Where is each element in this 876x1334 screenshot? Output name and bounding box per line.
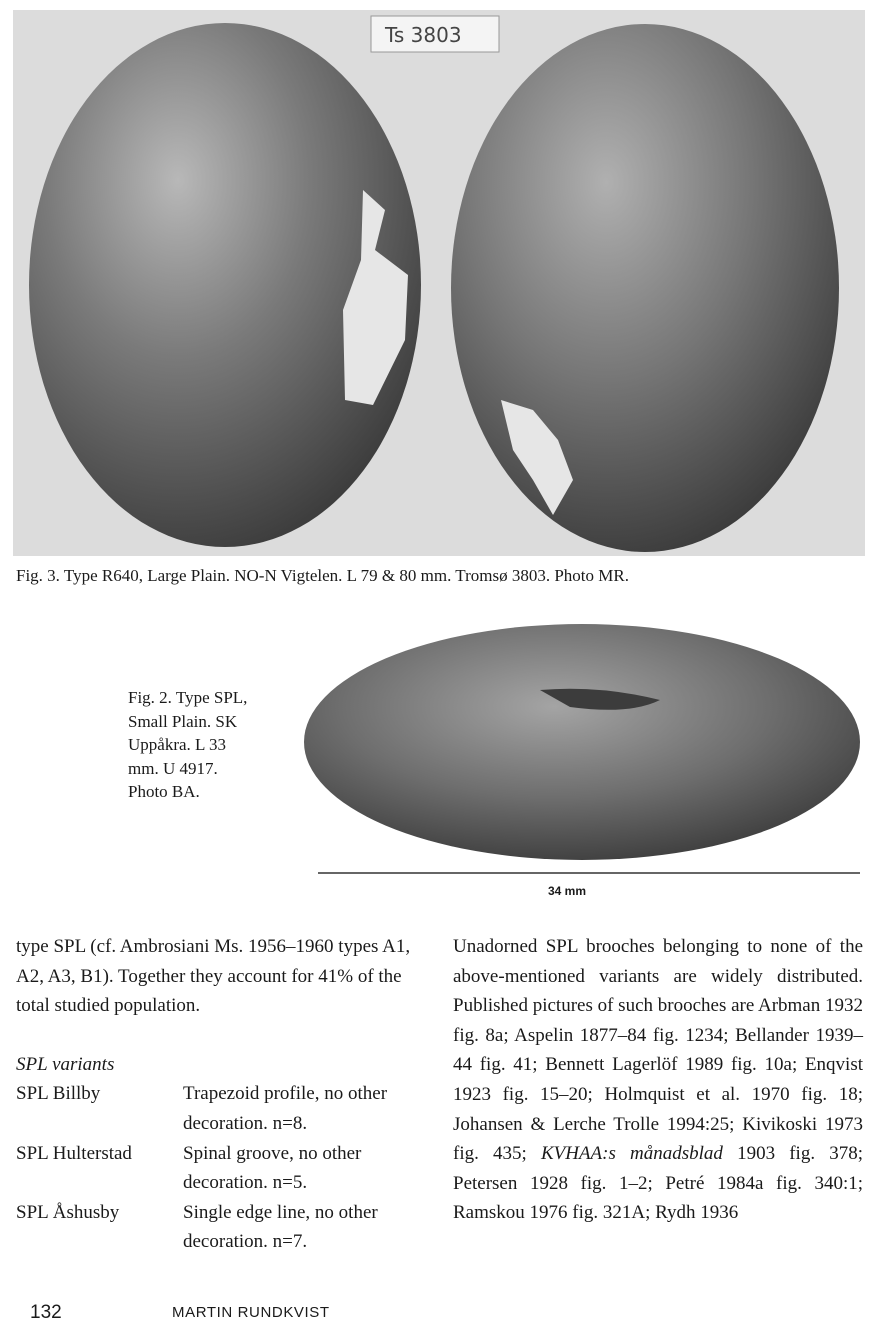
small-brooch-shape — [304, 624, 860, 860]
variant-description: Single edge line, no other decoration. n=7. — [183, 1201, 378, 1253]
right-paragraph — [453, 932, 863, 1228]
figure-2-caption-line: Uppåkra. L 33 — [128, 735, 227, 754]
page-number: 132 — [30, 1302, 62, 1323]
left-column — [16, 932, 436, 1257]
right-text-part: Unadorned SPL brooches belonging to none of the above-mentioned variants are widely distributed. Published pictures of such brooches are Arbman 1932 fig. 8a; Aspelin 1877–84 fig. 1234; Bellander 1939–44 fig. 41; Bennett Lagerlöf 1989 fig. 10a; Enqvist 1923 fig. 15–20; Holmquist et al. 1970 fig. 18; Johansen & Lerche Trolle 1994:25; Kivikoski 1973 fig. 435; — [453, 936, 863, 1165]
variants-heading: SPL variants — [16, 1053, 115, 1075]
right-text-part: 1903 fig. 378; Petersen 1928 fig. 1–2; Petré 1984a fig. 340:1; Ramskou 1976 fig. 321A; Rydh 1936 — [453, 1143, 864, 1224]
figure-2-caption-line: mm. U 4917. — [128, 758, 218, 778]
variant-description: Spinal groove, no other decoration. n=5. — [183, 1142, 362, 1194]
scale-label: 34 mm — [548, 884, 587, 898]
variant-name: SPL Hulterstad — [16, 1142, 132, 1164]
figure-2-caption-line: Photo BA. — [128, 782, 200, 801]
variant-row — [16, 1139, 436, 1198]
catalogue-tag-text: Ts 3803 — [385, 23, 462, 47]
figure-2-caption-line: Fig. 2. Type SPL, — [128, 688, 248, 707]
left-paragraph: type SPL (cf. Ambrosiani Ms. 1956–1960 types A1, A2, A3, B1). Together they account for 41% of the total studied population. — [16, 936, 411, 1017]
right-italic-title: KVHAA:s månadsblad — [540, 1143, 723, 1165]
variant-row — [16, 1198, 436, 1257]
running-head: MARTIN RUNDKVIST — [172, 1304, 330, 1321]
variant-name: SPL Åshusby — [16, 1201, 120, 1223]
right-brooch-shape — [451, 24, 839, 552]
variant-name: SPL Billby — [16, 1083, 101, 1105]
variant-description: Trapezoid profile, no other decoration. n=8. — [183, 1083, 388, 1134]
figure-2-photo — [300, 615, 866, 905]
variant-row — [16, 1079, 436, 1138]
right-column — [453, 932, 863, 1228]
figure-3-photo — [13, 10, 865, 556]
figure-2-caption-line: Small Plain. SK — [128, 711, 238, 731]
figure-3-caption: Fig. 3. Type R640, Large Plain. NO-N Vigtelen. L 79 & 80 mm. Tromsø 3803. Photo MR. — [16, 566, 629, 585]
figure-2-caption — [128, 686, 293, 804]
